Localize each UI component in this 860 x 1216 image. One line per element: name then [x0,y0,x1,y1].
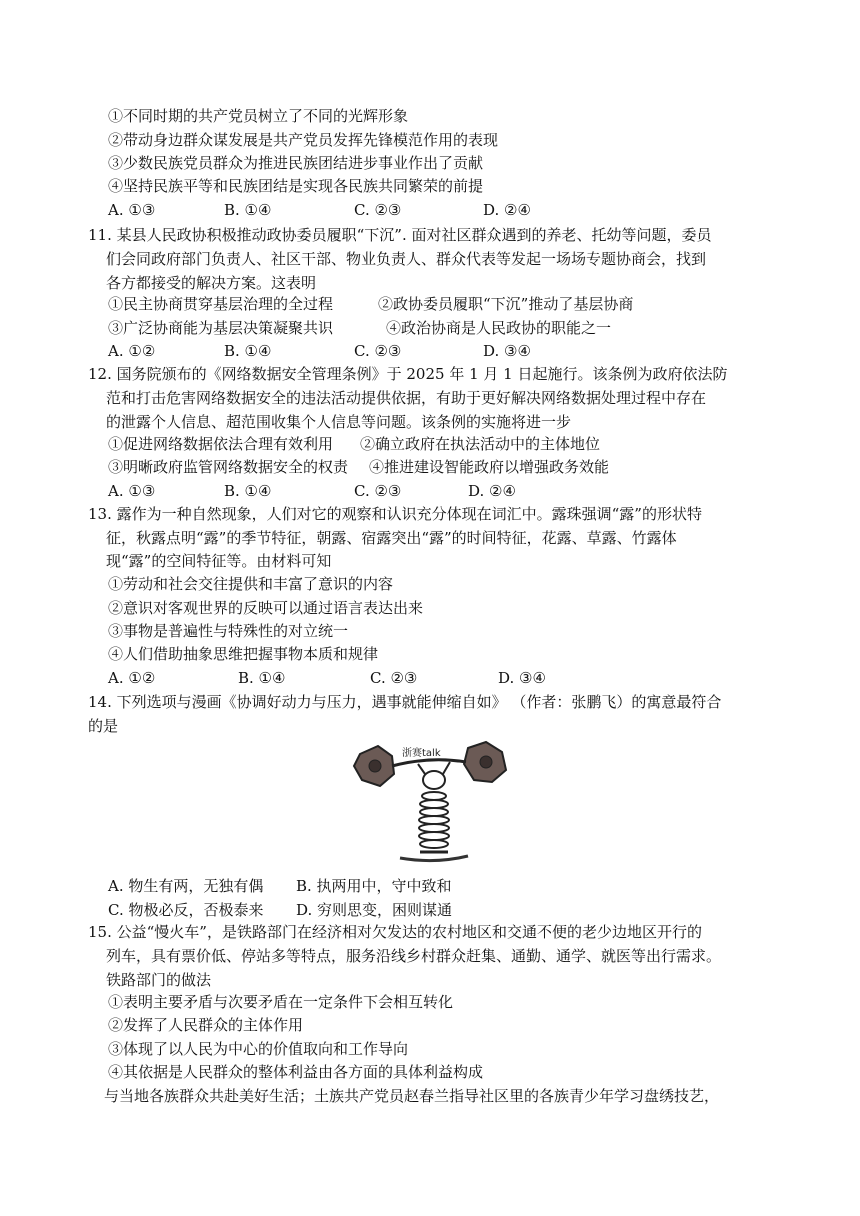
q13-stem-line-3: 现“露”的空间特征等。由材料可知 [106,552,332,570]
q11-stem-line-2: 们会同政府部门负责人、社区干部、物业负责人、群众代表等发起一场场专题协商会，找到 [106,250,707,268]
q12-option-c[interactable]: C. ②③ [354,482,402,500]
q13-item-4: ④人们借助抽象思维把握事物本质和规律 [108,645,379,663]
q12-stem-line-2: 范和打击危害网络数据安全的违法活动提供依据，有助于更好解决网络数据处理过程中存在 [106,389,707,407]
q10-options [108,200,808,220]
q11-option-b[interactable]: B. ①④ [224,342,272,360]
right-dumbbell-weight [464,742,506,782]
q12-option-b[interactable]: B. ①④ [224,482,272,500]
q14-option-b[interactable]: B. 执两用中，守中致和 [296,877,452,895]
q10-option-b[interactable]: B. ①④ [224,201,272,219]
q15-stem-line-2: 列车，具有票价低、停站多等特点，服务沿线乡村群众赶集、通勤、通学、就医等出行需求。 [106,947,722,965]
q11-stem-line-1: 11. 某县人民政协积极推动政协委员履职“下沉”. 面对社区群众遇到的养老、托幼等问题，委员 [88,226,712,244]
q15-stem-line-3: 铁路部门的做法 [106,971,212,989]
q13-option-b[interactable]: B. ①④ [238,669,286,687]
q10-item-1: ①不同时期的共产党员树立了不同的光辉形象 [108,107,409,125]
q13-option-c[interactable]: C. ②③ [370,669,418,687]
q15-item-1: ①表明主要矛盾与次要矛盾在一定条件下会相互转化 [108,993,454,1011]
cartoon-watermark: 浙赛talk [402,748,441,759]
q14-option-c[interactable]: C. 物极必反，否极泰来 [108,901,264,919]
q10-option-a[interactable]: A. ①③ [108,201,156,219]
q13-stem-line-2: 征，秋露点明“露”的季节特征，朝露、宿露突出“露”的时间特征，花露、草露、竹露体 [106,529,677,547]
q12-option-a[interactable]: A. ①③ [108,482,156,500]
q11-stem-line-3: 各方都接受的解决方案。这表明 [106,274,317,292]
q12-item-3: ③明晰政府监管网络数据安全的权责 [108,458,349,476]
q13-option-d[interactable]: D. ③④ [498,669,546,687]
q10-item-2: ②带动身边群众谋发展是共产党员发挥先锋模范作用的表现 [108,131,499,149]
footer-text-line: 与当地各族群众共赴美好生活；土族共产党员赵春兰指导社区里的各族青少年学习盘绣技艺， [104,1087,720,1105]
q13-item-2: ②意识对客观世界的反映可以通过语言表达出来 [108,599,424,617]
q14-option-a[interactable]: A. 物生有两，无独有偶 [108,877,264,895]
q11-option-d[interactable]: D. ③④ [483,342,531,360]
q10-option-d[interactable]: D. ②④ [483,201,531,219]
q12-option-d[interactable]: D. ②④ [468,482,516,500]
q11-options [108,341,808,361]
left-dumbbell-weight [354,746,394,786]
cartoon-illustration [350,734,510,866]
q13-stem-line-1: 13. 露作为一种自然现象，人们对它的观察和认识充分体现在词汇中。露珠强调“露”的形状特 [88,505,702,523]
q12-item-4: ④推进建设智能政府以增强政务效能 [369,458,610,476]
q14-stem-line-1: 14. 下列选项与漫画《协调好动力与压力，遇事就能伸缩自如》 （作者：张鹏飞）的寓意最符合 [88,693,722,711]
q13-option-a[interactable]: A. ①② [108,669,156,687]
q10-option-c[interactable]: C. ②③ [354,201,402,219]
q15-item-2: ②发挥了人民群众的主体作用 [108,1016,304,1034]
q11-item-1: ①民主协商贯穿基层治理的全过程 [108,295,334,313]
q15-stem-line-1: 15. 公益“慢火车”，是铁路部门在经济相对欠发达的农村地区和交通不便的老少边地区开行的 [88,923,702,941]
q12-stem-line-3: 的泄露个人信息、超范围收集个人信息等问题。该条例的实施将进一步 [106,413,572,431]
q15-item-3: ③体现了以人民为中心的价值取向和工作导向 [108,1040,409,1058]
cartoon-drawing [350,734,510,866]
q14-option-d[interactable]: D. 穷则思变，困则谋通 [296,901,453,919]
q11-option-c[interactable]: C. ②③ [354,342,402,360]
q13-item-1: ①劳动和社会交往提供和丰富了意识的内容 [108,575,394,593]
q10-item-4: ④坚持民族平等和民族团结是实现各民族共同繁荣的前提 [108,177,484,195]
q12-options [108,481,808,501]
q11-item-3: ③广泛协商能为基层决策凝聚共识 [108,319,334,337]
q12-stem-line-1: 12. 国务院颁布的《网络数据安全管理条例》于 2025 年 1 月 1 日起施行。该条例为政府依法防 [88,365,728,383]
q11-option-a[interactable]: A. ①② [108,342,156,360]
q13-item-3: ③事物是普遍性与特殊性的对立统一 [108,622,349,640]
q11-item-2: ②政协委员履职“下沉”推动了基层协商 [378,295,634,313]
q10-item-3: ③少数民族党员群众为推进民族团结进步事业作出了贡献 [108,154,484,172]
q14-stem-line-2: 的是 [88,717,119,735]
q11-item-4: ④政治协商是人民政协的职能之一 [386,319,612,337]
q12-item-1: ①促进网络数据依法合理有效利用 [108,435,334,453]
q13-options [108,668,808,688]
spring-body [419,792,449,848]
q12-item-2: ②确立政府在执法活动中的主体地位 [360,435,601,453]
q15-item-4: ④其依据是人民群众的整体利益由各方面的具体利益构成 [108,1063,484,1081]
